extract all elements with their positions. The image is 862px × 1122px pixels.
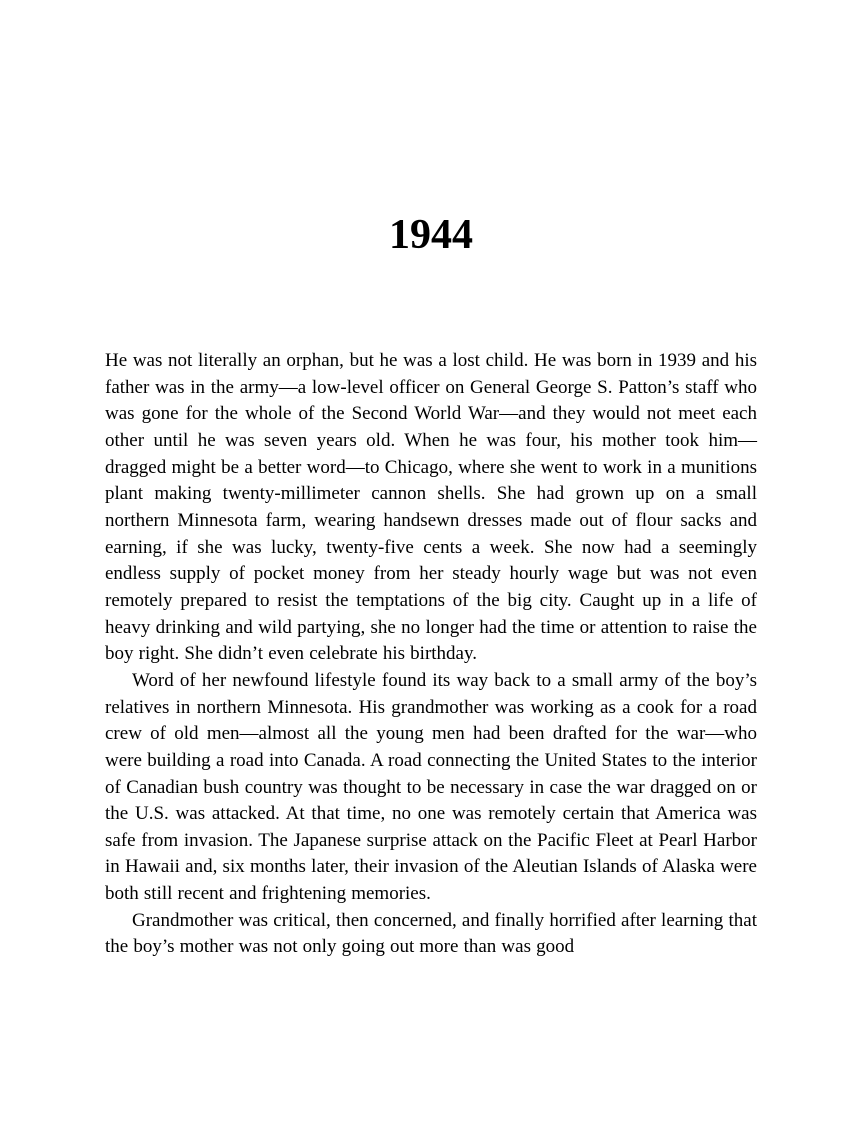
paragraph-3: Grandmother was critical, then concerned, and finally horrified after learning that the boy’s mother was not only going out more than was good: [105, 909, 757, 958]
paragraph-1: He was not literally an orphan, but he was a lost child. He was born in 1939 and his father was in the army—a low-level officer on General George S. Patton’s staff who was gone for the whole of the Second World War—and they would not meet each other until he was seven years old. When he was four, his mother took him—dragged might be a better word—to Chicago, where she went to work in a munitions plant making twenty-millimeter cannon shells. She had grown up on a small northern Minnesota farm, wearing handsewn dresses made out of flour sacks and earning, if she was lucky, twenty-five cents a week. She now had a seemingly endless supply of pocket money from her steady hourly wage but was not even remotely prepared to resist the temptations of the big city. Caught up in a life of heavy drinking and wild partying, she no longer had the time or attention to raise the boy right. She didn’t even celebrate his birthday.: [105, 350, 757, 665]
paragraph-2: Word of her newfound lifestyle found its way back to a small army of the boy’s relatives in northern Minnesota. His grandmother was working as a cook for a road crew of old men—almost all the young men had been drafted for the war—who were building a road into Canada. A road connecting the United States to the interior of Canadian bush country was thought to be necessary in case the war dragged on or the U.S. was attacked. At that time, no one was remotely certain that America was safe from invasion. The Japanese surprise attack on the Pacific Fleet at Pearl Harbor in Hawaii and, six months later, their invasion of the Aleutian Islands of Alaska were both still recent and frightening memories.: [105, 669, 757, 905]
chapter-title: 1944: [389, 212, 473, 258]
page-body: [105, 348, 757, 961]
